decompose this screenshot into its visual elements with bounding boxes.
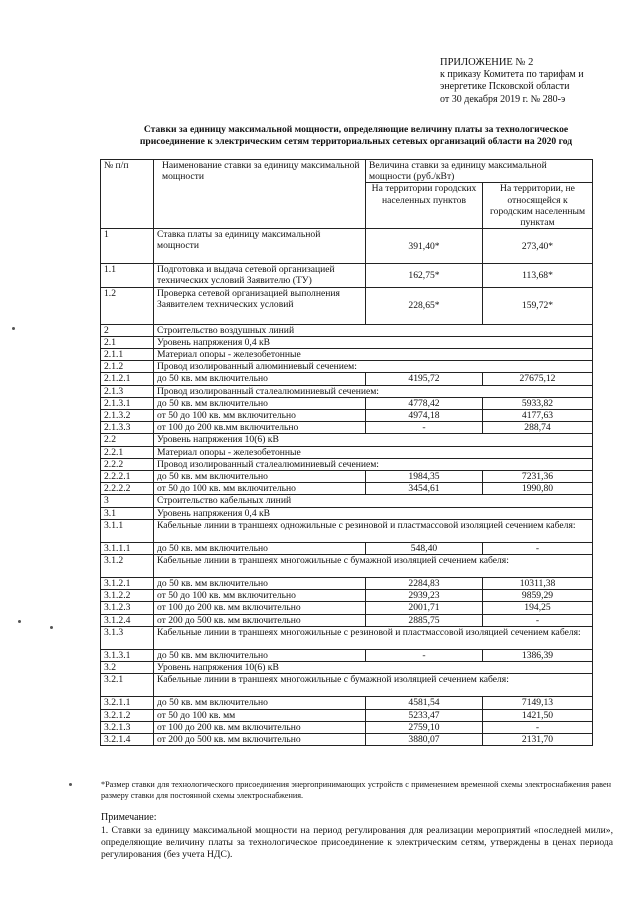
row-value-urban: 228,65* xyxy=(366,287,483,324)
row-name: Строительство воздушных линий xyxy=(154,324,593,336)
row-value-urban: 4581,54 xyxy=(366,697,483,709)
row-name: Кабельные линии в траншеях многожильные с резиновой и пластмассовой изоляцией сечением кабеля: xyxy=(154,626,593,649)
row-name: Провод изолированный сталеалюминиевый сечением: xyxy=(154,458,593,470)
row-value-rural: 1386,39 xyxy=(483,649,593,661)
table-row xyxy=(101,495,593,507)
row-number: 2.1.3.1 xyxy=(101,397,154,409)
row-name: Кабельные линии в траншеях многожильные с бумажной изоляцией сечением кабеля: xyxy=(154,555,593,578)
table-row xyxy=(101,626,593,649)
scan-speck xyxy=(50,626,53,629)
row-number: 3.2.1.3 xyxy=(101,721,154,733)
row-number: 2.2.2 xyxy=(101,458,154,470)
row-number: 1.2 xyxy=(101,287,154,324)
row-number: 2.1.3.2 xyxy=(101,410,154,422)
row-name: Материал опоры - железобетонные xyxy=(154,446,593,458)
table-row xyxy=(101,458,593,470)
row-name: от 50 до 100 кв. мм включительно xyxy=(154,483,366,495)
row-value-rural: 2131,70 xyxy=(483,733,593,745)
row-name: Ставка платы за единицу максимальной мощности xyxy=(154,229,366,264)
row-value-rural: 7149,13 xyxy=(483,697,593,709)
row-name: Уровень напряжения 0,4 кВ xyxy=(154,507,593,519)
row-number: 2.1.2 xyxy=(101,361,154,373)
row-name: до 50 кв. мм включительно xyxy=(154,373,366,385)
appendix-line-2: энергетике Псковской области xyxy=(440,81,570,93)
table-row xyxy=(101,542,593,554)
row-name: Строительство кабельных линий xyxy=(154,495,593,507)
row-number: 2.2.2.1 xyxy=(101,471,154,483)
row-value-rural: 7231,36 xyxy=(483,471,593,483)
table-row xyxy=(101,434,593,446)
row-value-rural: 5933,82 xyxy=(483,397,593,409)
row-number: 2.1 xyxy=(101,336,154,348)
row-name: от 100 до 200 кв. мм включительно xyxy=(154,602,366,614)
table-row xyxy=(101,336,593,348)
row-number: 1.1 xyxy=(101,264,154,287)
row-value-urban: 2885,75 xyxy=(366,614,483,626)
row-value-rural: 159,72* xyxy=(483,287,593,324)
row-name: до 50 кв. мм включительно xyxy=(154,397,366,409)
row-value-rural: 194,25 xyxy=(483,602,593,614)
row-name: Провод изолированный сталеалюминиевый сечением: xyxy=(154,385,593,397)
row-value-urban: - xyxy=(366,649,483,661)
appendix-line-3: от 30 декабря 2019 г. № 280-э xyxy=(440,93,566,105)
table-row xyxy=(101,446,593,458)
row-number: 3.1.2.4 xyxy=(101,614,154,626)
table-row xyxy=(101,733,593,745)
row-value-rural: 113,68* xyxy=(483,264,593,287)
table-row xyxy=(101,590,593,602)
scan-speck xyxy=(18,620,21,623)
table-row xyxy=(101,674,593,697)
row-name: от 100 до 200 кв.мм включительно xyxy=(154,422,366,434)
row-value-rural: - xyxy=(483,542,593,554)
row-number: 3 xyxy=(101,495,154,507)
title-line-1: Ставки за единицу максимальной мощности, определяющие величину платы за технологическое xyxy=(143,124,569,135)
row-name: от 50 до 100 кв. мм xyxy=(154,709,366,721)
row-number: 3.1.1 xyxy=(101,519,154,542)
row-value-rural: 288,74 xyxy=(483,422,593,434)
table-row xyxy=(101,324,593,336)
table-row xyxy=(101,602,593,614)
row-number: 2.1.3 xyxy=(101,385,154,397)
table-row xyxy=(101,555,593,578)
row-value-rural: - xyxy=(483,614,593,626)
row-number: 3.2.1.4 xyxy=(101,733,154,745)
appendix-block xyxy=(440,57,584,106)
appendix-line-1: к приказу Комитета по тарифам и xyxy=(440,69,584,81)
note-text: 1. Ставки за единицу максимальной мощности на период регулирования для реализации мероприятий «последней мили», определяющие величину платы за технологическое присоединение к электрическим сетям, утверждены в ценах периода регулирования (без учета НДС). xyxy=(101,825,613,860)
row-value-urban: 4974,18 xyxy=(366,410,483,422)
row-value-urban: 162,75* xyxy=(366,264,483,287)
row-value-urban: 2284,83 xyxy=(366,578,483,590)
note-heading: Примечание: xyxy=(101,812,157,823)
row-number: 3.1.2 xyxy=(101,555,154,578)
table-header-row xyxy=(101,160,593,183)
row-number: 2.1.2.1 xyxy=(101,373,154,385)
table-row xyxy=(101,649,593,661)
row-name: Уровень напряжения 0,4 кВ xyxy=(154,336,593,348)
row-value-urban: 391,40* xyxy=(366,229,483,264)
row-number: 3.2.1.1 xyxy=(101,697,154,709)
row-number: 3.1 xyxy=(101,507,154,519)
row-value-urban: 5233,47 xyxy=(366,709,483,721)
header-name: Наименование ставки за единицу максимальной мощности xyxy=(154,160,366,229)
header-value: Величина ставки за единицу максимальной мощности (руб./кВт) xyxy=(366,160,593,183)
row-number: 3.2.1 xyxy=(101,674,154,697)
table-row xyxy=(101,721,593,733)
row-value-rural: 1990,80 xyxy=(483,483,593,495)
row-name: до 50 кв. мм включительно xyxy=(154,542,366,554)
row-number: 3.1.2.3 xyxy=(101,602,154,614)
row-value-rural: 9859,29 xyxy=(483,590,593,602)
document-title xyxy=(96,124,616,148)
row-number: 3.1.3.1 xyxy=(101,649,154,661)
table-row xyxy=(101,373,593,385)
table-row xyxy=(101,287,593,324)
row-value-rural: 4177,63 xyxy=(483,410,593,422)
row-name: до 50 кв. мм включительно xyxy=(154,578,366,590)
row-name: от 50 до 100 кв. мм включительно xyxy=(154,410,366,422)
row-value-urban: 2759,10 xyxy=(366,721,483,733)
row-value-rural: - xyxy=(483,721,593,733)
row-name: Подготовка и выдача сетевой организацией технических условий Заявителю (ТУ) xyxy=(154,264,366,287)
row-number: 3.1.1.1 xyxy=(101,542,154,554)
table-row xyxy=(101,349,593,361)
scan-speck xyxy=(69,783,72,786)
row-number: 3.2.1.2 xyxy=(101,709,154,721)
row-name: Кабельные линии в траншеях многожильные с бумажной изоляцией сечением кабеля: xyxy=(154,674,593,697)
row-value-urban: 2001,71 xyxy=(366,602,483,614)
row-number: 2.2.1 xyxy=(101,446,154,458)
row-value-urban: 3454,61 xyxy=(366,483,483,495)
row-name: Материал опоры - железобетонные xyxy=(154,349,593,361)
row-number: 2.2.2.2 xyxy=(101,483,154,495)
table-row xyxy=(101,410,593,422)
row-value-urban: - xyxy=(366,422,483,434)
row-value-rural: 1421,50 xyxy=(483,709,593,721)
row-number: 2.1.3.3 xyxy=(101,422,154,434)
row-name: от 200 до 500 кв. мм включительно xyxy=(154,614,366,626)
table-row xyxy=(101,507,593,519)
row-number: 1 xyxy=(101,229,154,264)
table-row xyxy=(101,709,593,721)
scan-speck xyxy=(12,327,15,330)
header-rural: На территории, не относящейся к городским населенным пунктам xyxy=(483,183,593,229)
row-name: до 50 кв. мм включительно xyxy=(154,697,366,709)
row-number: 3.2 xyxy=(101,662,154,674)
header-num: № п/п xyxy=(101,160,154,229)
table-row xyxy=(101,578,593,590)
row-number: 3.1.2.1 xyxy=(101,578,154,590)
table-row xyxy=(101,483,593,495)
row-value-rural: 27675,12 xyxy=(483,373,593,385)
appendix-heading: ПРИЛОЖЕНИЕ № 2 xyxy=(440,57,534,68)
title-line-2: присоединение к электрическим сетям территориальных сетевых организаций области на 2020 год xyxy=(139,136,573,147)
row-number: 2 xyxy=(101,324,154,336)
row-name: от 200 до 500 кв. мм включительно xyxy=(154,733,366,745)
row-value-urban: 2939,23 xyxy=(366,590,483,602)
row-name: Уровень напряжения 10(6) кВ xyxy=(154,434,593,446)
table-row xyxy=(101,361,593,373)
row-name: Провод изолированный алюминиевый сечением: xyxy=(154,361,593,373)
table-row xyxy=(101,662,593,674)
table-row xyxy=(101,385,593,397)
row-number: 2.2 xyxy=(101,434,154,446)
table-row xyxy=(101,397,593,409)
row-value-urban: 3880,07 xyxy=(366,733,483,745)
rates-table xyxy=(100,159,593,746)
row-name: Проверка сетевой организацией выполнения Заявителем технических условий xyxy=(154,287,366,324)
row-name: от 50 до 100 кв. мм включительно xyxy=(154,590,366,602)
row-number: 3.1.3 xyxy=(101,626,154,649)
table-row xyxy=(101,422,593,434)
table-row xyxy=(101,471,593,483)
row-name: до 50 кв. мм включительно xyxy=(154,649,366,661)
row-name: Уровень напряжения 10(6) кВ xyxy=(154,662,593,674)
row-value-urban: 1984,35 xyxy=(366,471,483,483)
row-name: до 50 кв. мм включительно xyxy=(154,471,366,483)
row-number: 2.1.1 xyxy=(101,349,154,361)
row-name: Кабельные линии в траншеях одножильные с резиновой и пластмассовой изоляцией сечением кабеля: xyxy=(154,519,593,542)
row-name: от 100 до 200 кв. мм включительно xyxy=(154,721,366,733)
footnote: *Размер ставки для технологического присоединения энергопринимающих устройств с применением временной схемы электроснабжения равен размеру ставки для постоянной схемы электроснабжения. xyxy=(101,780,611,800)
table-row xyxy=(101,229,593,264)
table-row xyxy=(101,264,593,287)
table-row xyxy=(101,614,593,626)
table-row xyxy=(101,697,593,709)
row-number: 3.1.2.2 xyxy=(101,590,154,602)
row-value-urban: 4195,72 xyxy=(366,373,483,385)
row-value-urban: 548,40 xyxy=(366,542,483,554)
table-row xyxy=(101,519,593,542)
row-value-urban: 4778,42 xyxy=(366,397,483,409)
header-urban: На территории городских населенных пунктов xyxy=(366,183,483,229)
row-value-rural: 10311,38 xyxy=(483,578,593,590)
row-value-rural: 273,40* xyxy=(483,229,593,264)
